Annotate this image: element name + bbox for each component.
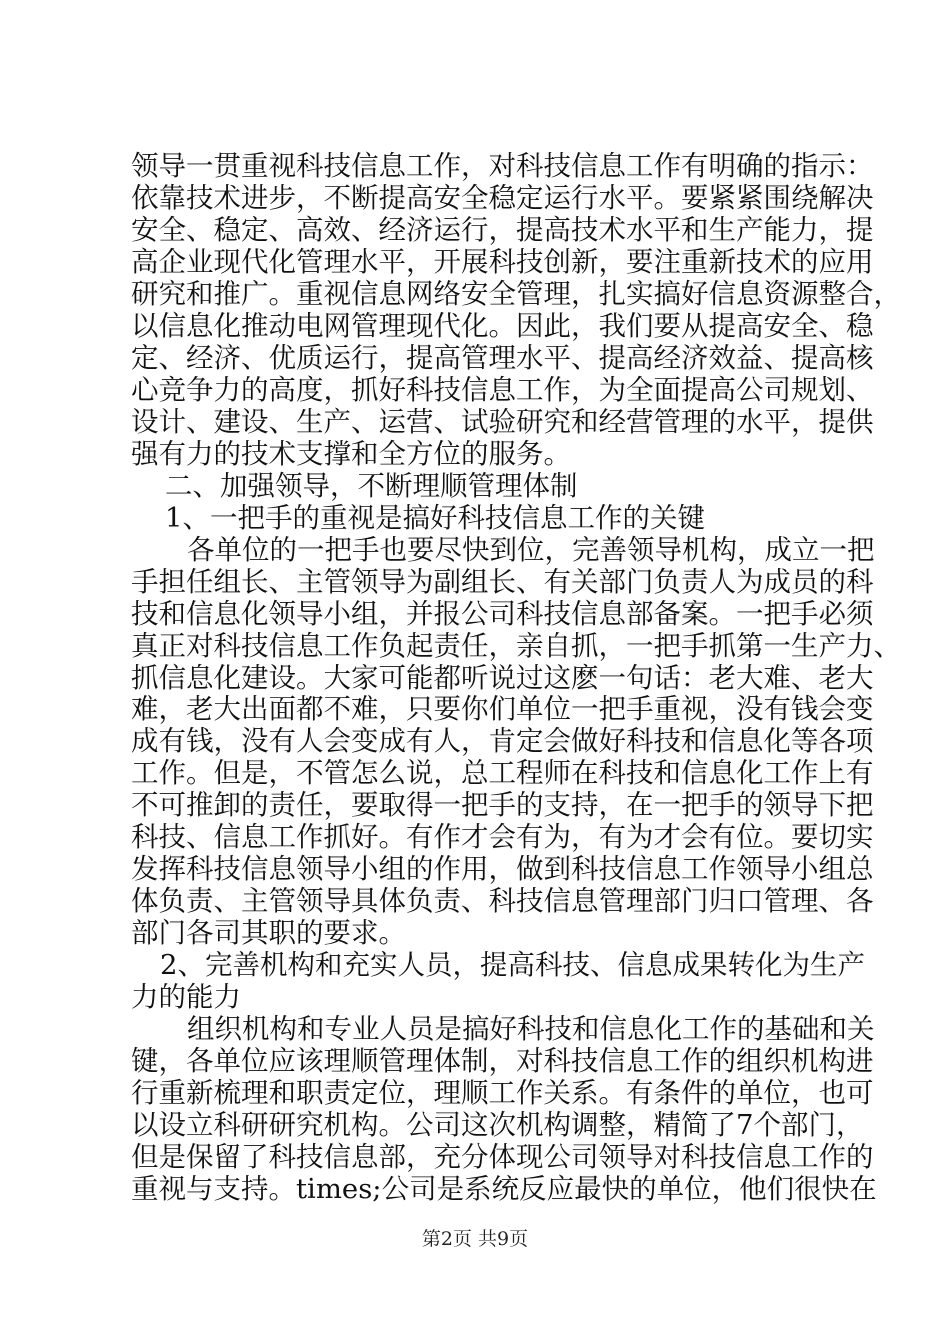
paragraph-line: 但是保留了科技信息部，充分体现公司领导对科技信息工作的 (131, 1141, 874, 1173)
paragraph-line: 强有力的技术支撑和全方位的服务。 (131, 438, 571, 470)
paragraph-line: 真正对科技信息工作负起责任，亲自抓，一把手抓第一生产力、 (131, 630, 901, 662)
paragraph-line: 难，老大出面都不难，只要你们单位一把手重视，没有钱会变 (131, 693, 874, 725)
paragraph-line: 抓信息化建设。大家可能都听说过这麽一句话：老大难、老大 (131, 662, 874, 694)
paragraph-line: 组织机构和专业人员是搞好科技和信息化工作的基础和关 (187, 1013, 875, 1045)
paragraph-line: 技和信息化领导小组，并报公司科技信息部备案。一把手必须 (131, 598, 874, 630)
paragraph-line: 成有钱，没有人会变成有人，肯定会做好科技和信息化等各项 (131, 725, 874, 757)
paragraph-line: 设计、建设、生产、运营、试验研究和经营管理的水平，提供 (131, 406, 874, 438)
paragraph-line: 以设立科研研究机构。公司这次机构调整，精简了7个部门， (131, 1109, 864, 1141)
paragraph-line: 科技、信息工作抓好。有作才会有为，有为才会有位。要切实 (131, 821, 874, 853)
paragraph-line: 不可推卸的责任，要取得一把手的支持，在一把手的领导下把 (131, 789, 874, 821)
paragraph-line: 发挥科技信息领导小组的作用，做到科技信息工作领导小组总 (131, 853, 874, 885)
paragraph-line: 领导一贯重视科技信息工作，对科技信息工作有明确的指示： (131, 150, 874, 182)
paragraph-line: 体负责、主管领导具体负责、科技信息管理部门归口管理、各 (131, 885, 874, 917)
paragraph-line: 行重新梳理和职责定位，理顺工作关系。有条件的单位，也可 (131, 1077, 874, 1109)
paragraph-line: 依靠技术进步，不断提高安全稳定运行水平。要紧紧围绕解决 (131, 182, 874, 214)
section-heading: 二、加强领导，不断理顺管理体制 (165, 470, 578, 502)
paragraph-line: 安全、稳定、高效、经济运行，提高技术水平和生产能力，提 (131, 214, 874, 246)
subsection-heading: 1、一把手的重视是搞好科技信息工作的关键 (165, 502, 705, 534)
subsection-heading: 2、完善机构和充实人员，提高科技、信息成果转化为生产 (160, 949, 865, 981)
paragraph-line: 重视与支持。times;公司是系统反应最快的单位，他们很快在 (131, 1173, 877, 1205)
subsection-heading: 力的能力 (131, 981, 241, 1013)
paragraph-line: 手担任组长、主管领导为副组长、有关部门负责人为成员的科 (131, 566, 874, 598)
paragraph-line: 高企业现代化管理水平，开展科技创新，要注重新技术的应用 (131, 246, 874, 278)
paragraph-line: 以信息化推动电网管理现代化。因此，我们要从提高安全、稳 (131, 310, 874, 342)
paragraph-line: 各单位的一把手也要尽快到位，完善领导机构，成立一把 (187, 534, 875, 566)
paragraph-line: 键，各单位应该理顺管理体制，对科技信息工作的组织机构进 (131, 1045, 874, 1077)
paragraph-line: 研究和推广。重视信息网络安全管理，扎实搞好信息资源整合， (131, 278, 901, 310)
page-number-footer: 第2页 共9页 (421, 1228, 529, 1250)
paragraph-line: 部门各司其职的要求。 (131, 917, 406, 949)
paragraph-line: 定、经济、优质运行，提高管理水平、提高经济效益、提高核 (131, 342, 874, 374)
paragraph-line: 心竞争力的高度，抓好科技信息工作，为全面提高公司规划、 (131, 374, 874, 406)
paragraph-line: 工作。但是，不管怎么说，总工程师在科技和信息化工作上有 (131, 757, 874, 789)
